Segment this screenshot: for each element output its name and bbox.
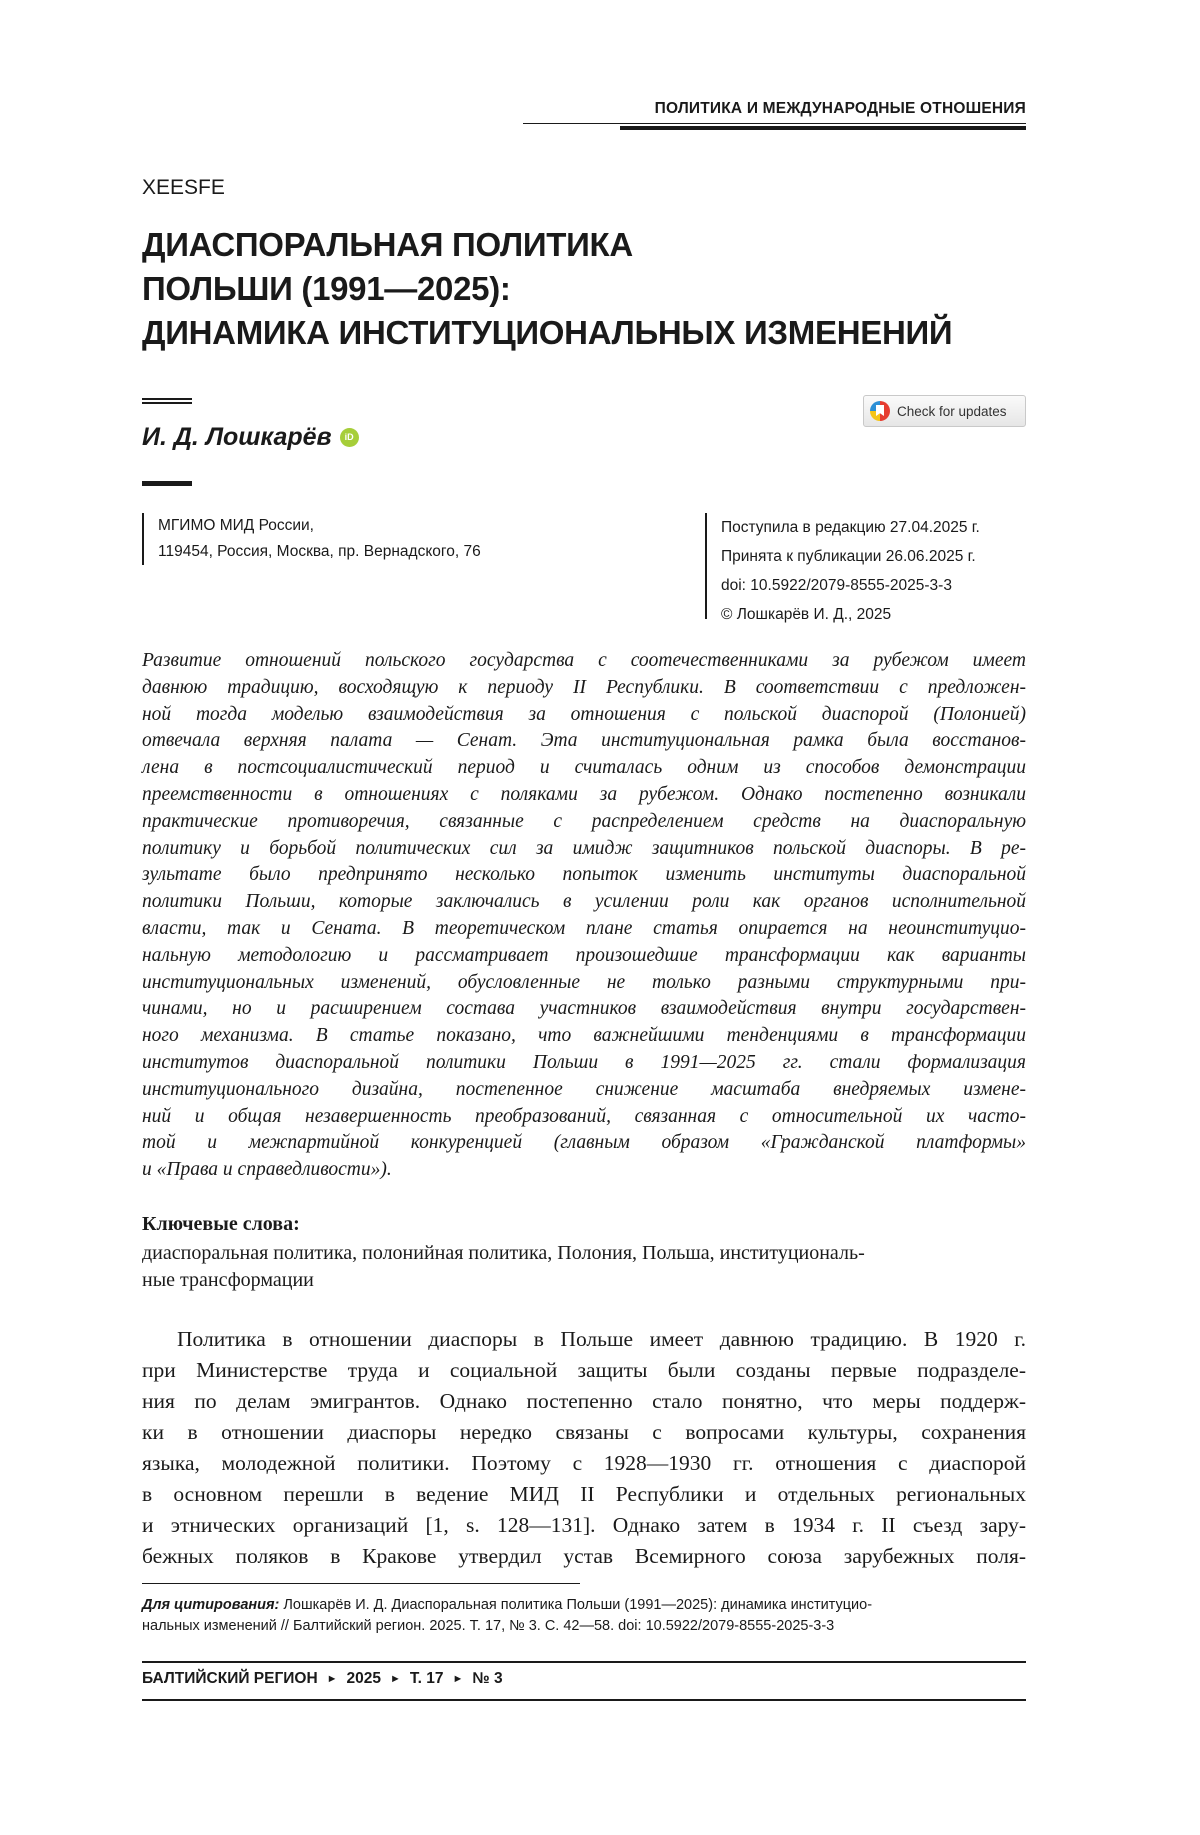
abstract-line: власти, так и Сената. В теоретическом плане статья опирается на неоинституцио- (142, 917, 1026, 939)
body-line: и этнических организаций [1, s. 128—131]. Однако затем в 1934 г. II съезд зару- (142, 1513, 1026, 1537)
section-divider-thin (523, 123, 1026, 124)
abstract-line: той и межпартийной конкуренцией (главным образом «Гражданской платформы» (142, 1132, 1026, 1154)
abstract-line: зультате было предпринято несколько попыток изменить институты диаспоральной (142, 864, 1026, 886)
title-line: ДИНАМИКА ИНСТИТУЦИОНАЛЬНЫХ ИЗМЕНЕНИЙ (142, 314, 953, 351)
keywords-text (142, 1240, 1026, 1294)
abstract-line: нальную методологию и рассматривает произошедшие трансформации как варианты (142, 944, 1026, 966)
citation-line (142, 1595, 1026, 1616)
author-block (142, 423, 359, 452)
orcid-icon[interactable]: iD (340, 428, 359, 447)
abstract-line: политику и борьбой политических сил за имидж защитников польской диаспоры. В ре- (142, 837, 1026, 859)
abstract-line: политики Польши, которые заключались в усилении роли как органов исполнительной (142, 891, 1026, 913)
accepted-date: Принята к публикации 26.06.2025 г. (721, 548, 976, 565)
abstract-line: практические противоречия, связанные с распределением средств на диаспоральную (142, 810, 1026, 832)
title-line: ДИАСПОРАЛЬНАЯ ПОЛИТИКА (142, 226, 633, 263)
keywords-line: ные трансформации (142, 1269, 314, 1291)
article-code: XEESFE (142, 176, 225, 199)
journal-year: 2025 (346, 1670, 382, 1687)
abstract-line: ного механизма. В статье показано, что важнейшими тенденциями в трансформации (142, 1025, 1026, 1047)
body-line: бежных поляков в Кракове утвердил устав Всемирного союза зарубежных поля- (142, 1544, 1026, 1568)
publication-info (705, 513, 980, 623)
journal-footer (142, 1670, 503, 1688)
abstract-line: Развитие отношений польского государства с соотечественниками за рубежом имеет (142, 650, 1026, 671)
section-divider-thick (620, 126, 1026, 130)
author-divider-double (142, 398, 192, 404)
triangle-right-icon: ► (326, 1673, 338, 1685)
crossmark-icon (870, 401, 890, 421)
body-line: ки в отношении диаспоры нередко связаны с вопросами культуры, сохранения (142, 1420, 1026, 1444)
author-name: И. Д. Лошкарёв (142, 423, 332, 451)
affiliation-line: МГИМО МИД России, (158, 517, 314, 534)
affiliation-line: 119454, Россия, Москва, пр. Вернадского, 76 (158, 543, 481, 560)
abstract-line: преемственности в отношениях с поляками за рубежом. Однако постепенно возникали (142, 783, 1026, 805)
triangle-right-icon: ► (452, 1673, 464, 1685)
check-for-updates-label: Check for updates (897, 403, 1007, 419)
abstract-line: ной тогда моделью взаимодействия за отношения с польской диаспорой (Полонией) (142, 703, 1026, 725)
abstract-line: чинами, но и расширением состава участников взаимодействия внутри государствен- (142, 998, 1026, 1020)
journal-issue: № 3 (472, 1670, 503, 1687)
affiliation (142, 513, 481, 565)
citation-line: нальных изменений // Балтийский регион. 2025. Т. 17, № 3. С. 42—58. doi: 10.5922/2079-8555-2025-3-3 (142, 1618, 835, 1634)
footer-divider-bottom (142, 1699, 1026, 1701)
abstract-line: институционального дизайна, постепенное снижение масштаба внедряемых измене- (142, 1078, 1026, 1100)
article-title (142, 223, 1022, 355)
keywords-line: диаспоральная политика, полонийная политика, Полония, Польша, институциональ- (142, 1242, 865, 1264)
triangle-right-icon: ► (390, 1673, 401, 1685)
received-date: Поступила в редакцию 27.04.2025 г. (721, 519, 980, 536)
abstract-line: и «Права и справедливости»). (142, 1159, 392, 1181)
author-divider-thick (142, 481, 192, 486)
abstract-line: институциональных изменений, обусловленные не только разными структурными при- (142, 971, 1026, 993)
abstract (142, 648, 1026, 1184)
abstract-line: давнюю традицию, восходящую к периоду II Республики. В соответствии с предложен- (142, 676, 1026, 698)
citation (142, 1595, 1026, 1637)
check-for-updates-button[interactable] (863, 395, 1026, 427)
abstract-line: институтов диаспоральной политики Польши в 1991—2025 гг. стали формализация (142, 1051, 1026, 1073)
footer-divider-top (142, 1661, 1026, 1663)
abstract-line: ний и общая незавершенность преобразований, связанная с относительной их часто- (142, 1105, 1026, 1127)
copyright: © Лошкарёв И. Д., 2025 (721, 606, 892, 623)
body-line: ния по делам эмигрантов. Однако постепенно стало понятно, что меры поддерж- (142, 1389, 1026, 1413)
abstract-line: лена в постсоциалистический период и считалась одним из способов демонстрации (142, 757, 1026, 779)
citation-label: Для цитирования: (142, 1597, 280, 1613)
body-line: Политика в отношении диаспоры в Польше имеет давнюю традицию. В 1920 г. (177, 1327, 1026, 1351)
body-line: языка, молодежной политики. Поэтому с 1928—1930 гг. отношения с диаспорой (142, 1451, 1026, 1475)
abstract-line: отвечала верхняя палата — Сенат. Эта институциональная рамка была восстанов- (142, 730, 1026, 752)
title-line: ПОЛЬШИ (1991—2025): (142, 270, 511, 307)
body-paragraph (142, 1324, 1026, 1572)
doi[interactable]: doi: 10.5922/2079-8555-2025-3-3 (721, 577, 952, 594)
body-line: при Министерстве труда и социальной защиты были созданы первые подразделе- (142, 1358, 1026, 1382)
section-title: ПОЛИТИКА И МЕЖДУНАРОДНЫЕ ОТНОШЕНИЯ (654, 100, 1026, 117)
citation-divider (142, 1583, 580, 1584)
journal-volume: Т. 17 (409, 1670, 444, 1687)
body-line: в основном перешли в ведение МИД II Республики и отдельных региональных (142, 1482, 1026, 1506)
citation-text: Лошкарёв И. Д. Диаспоральная политика Польши (1991—2025): динамика институцио- (279, 1597, 873, 1613)
journal-name: БАЛТИЙСКИЙ РЕГИОН (142, 1670, 318, 1687)
keywords-title: Ключевые слова: (142, 1213, 300, 1235)
